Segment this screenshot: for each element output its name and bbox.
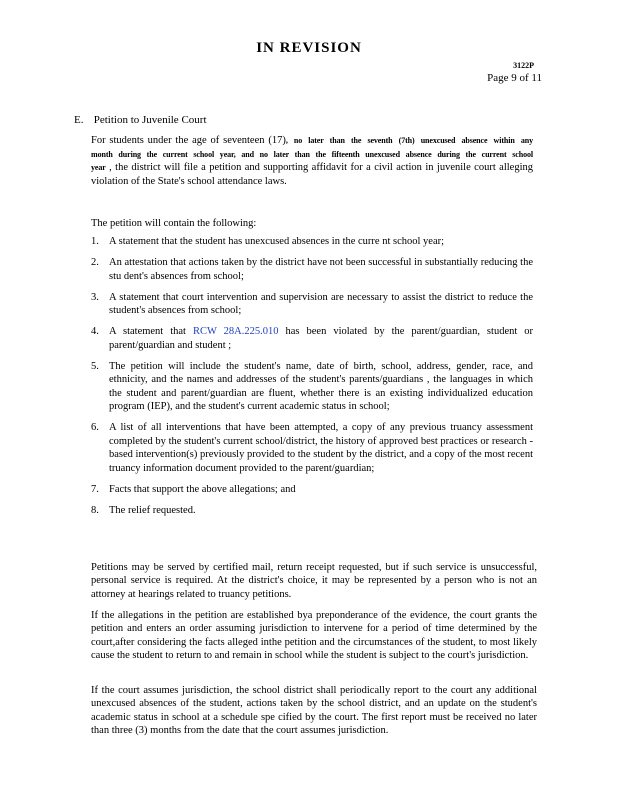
section-title: Petition to Juvenile Court: [93, 114, 207, 126]
item-number: 3.: [91, 291, 99, 303]
item-text: A statement that court intervention and supervision are necessary to assist the district to reduce the student's absences from school;: [109, 291, 533, 316]
item-number: 1.: [91, 236, 99, 247]
list-item: [91, 360, 533, 414]
item-text: A list of all interventions that have been attempted, a copy of any previous truancy assessment completed by the student's current school/district, the history of approved best practices or research - based intervention(s) previously provided to the student by the district, and a copy of the most recent truancy information document provided to the parent/guardian;: [109, 422, 533, 474]
document-title: IN REVISION: [256, 40, 362, 56]
item-number: 4.: [91, 326, 99, 337]
petition-contents-lead: The petition will contain the following:: [91, 218, 257, 229]
page-number: Page 9 of 11: [487, 72, 542, 84]
item-number: 6.: [91, 422, 99, 433]
list-item: [91, 504, 533, 518]
list-item: [91, 291, 533, 318]
item-number: 7.: [91, 483, 99, 495]
intro-condensed: , no later than the seventh (7th) unexcused absence within any month during the current school year, and no later than the fifteenth unexcused absence during the current school year: [91, 136, 534, 172]
item-number: 2.: [91, 257, 99, 268]
intro-start: For students under the age of seventeen (17): [91, 135, 286, 146]
policy-number: 3122P: [513, 61, 534, 70]
allegations-paragraph: If the allegations in the petition are established bya preponderance of the evidence, the court grants the petition and enters an order assuming jurisdiction to intervene for a period of time determined by the court,after considering the facts alleged inthe petition and the circumstances of the student, to most likely cause the student to return to and remain in school while the student is subject to the court's jurisdiction.: [91, 609, 537, 661]
section-heading: [74, 114, 207, 126]
item-text: A statement that the student has unexcused absences in the curre nt school year;: [109, 236, 445, 247]
intro-paragraph: [91, 134, 533, 188]
item-text: Facts that support the above allegations; and: [109, 483, 296, 495]
section-letter: E.: [74, 114, 84, 126]
item-text: The petition will include the student's name, date of birth, school, address, gender, race, and ethnicity, and the names and addresses of the student's parents/guardians , the languages in which the student and parent/guardian are fluent, whether there is an existing individualized education program (IEP), and the student's current academic status in school;: [109, 360, 533, 412]
item-text: The relief requested.: [109, 504, 196, 516]
item-text-before: A statement that: [109, 326, 193, 337]
list-item: [91, 421, 533, 475]
item-number: 5.: [91, 360, 99, 372]
petition-items-list: [91, 235, 533, 525]
item-number: 8.: [91, 504, 99, 516]
list-item: [91, 256, 533, 283]
item-text: An attestation that actions taken by the district have not been successful in substantially reducing the stu dent's absences from school;: [109, 257, 533, 282]
list-item: [91, 483, 533, 497]
rcw-link[interactable]: RCW 28A.225.010: [192, 326, 279, 337]
list-item: [91, 325, 533, 352]
item-text-after: has been violated by the parent/guardian, student or parent/guardian and student ;: [109, 326, 534, 351]
list-item: [91, 235, 533, 249]
jurisdiction-paragraph: If the court assumes jurisdiction, the school district shall periodically report to the court any additional unexcused absences of the student, actions taken by the school district, and an update on the student's academic status in school at a schedule spe cified by the court. The first report must be received no later than three (3) months from the date that the court assumes jurisdiction.: [91, 684, 537, 736]
service-paragraph: Petitions may be served by certified mail, return receipt requested, but if such service is unsuccessful, personal service is required. At the district's choice, it may be represented by a person who is not an attorney at hearings related to truancy petitions.: [91, 561, 537, 600]
intro-end: , the district will file a petition and supporting affidavit for a civil action in juvenile court alleging violation of the State's school attendance laws.: [91, 162, 533, 187]
